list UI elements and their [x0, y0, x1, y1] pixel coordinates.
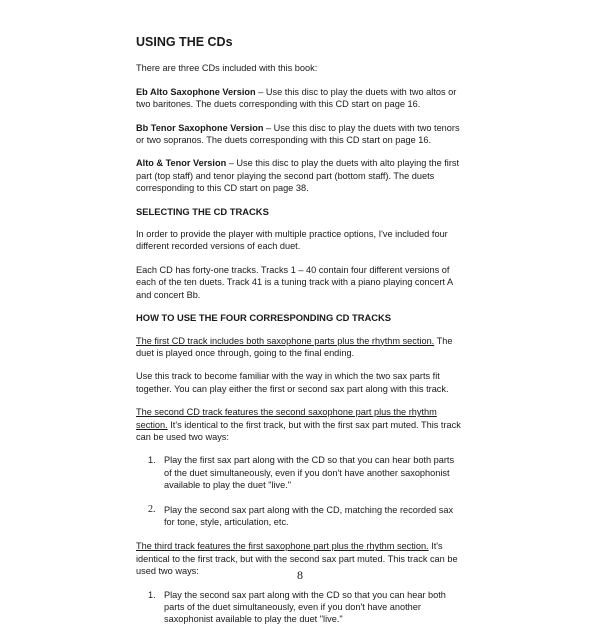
third-track-list: [136, 589, 464, 626]
first-track-lead: The first CD track includes both saxophone parts plus the rhythm section.: [136, 335, 435, 346]
first-track-text: The duet is played once through, going to the final ending.: [136, 335, 453, 358]
list-item-text: Play the second sax part along with the CD, matching the recorded sax for tone, style, articulation, etc.: [164, 504, 454, 527]
selecting-paragraph-1: In order to provide the player with multiple practice options, I've included four different recorded versions of each duet.: [136, 229, 448, 252]
list-number: 2.: [148, 503, 156, 515]
second-track-list: [136, 454, 464, 528]
list-item: [136, 454, 464, 491]
cd-desc-alto: – Use this disc to play the duets with two altos or two baritones. The duets corresponding with this CD start on page 16.: [136, 86, 457, 110]
cd-label-alto: Eb Alto Saxophone Version: [136, 86, 256, 97]
cd-entry-alto-tenor: [136, 157, 464, 194]
cd-desc-tenor: – Use this disc to play the duets with two tenors or two sopranos. The duets corresponding with this CD start on page 16.: [136, 122, 460, 146]
cd-label-alto-tenor: Alto & Tenor Version: [136, 158, 227, 169]
second-track-lead: The second CD track features the second saxophone part plus the rhythm section.: [136, 407, 437, 430]
intro-text: There are three CDs included with this book:: [136, 63, 318, 74]
first-track-paragraph: [136, 335, 464, 360]
section-heading-howto: HOW TO USE THE FOUR CORRESPONDING CD TRACKS: [136, 312, 392, 324]
list-item: [136, 589, 464, 626]
list-number: 1.: [148, 455, 156, 466]
third-track-text: It's identical to the first track, but with the second sax part muted. This track can be used two ways:: [136, 541, 458, 577]
third-track-lead: The third track features the first saxophone part plus the rhythm section.: [136, 541, 429, 552]
page-number: 8: [297, 568, 303, 582]
first-track-usage: Use this track to become familiar with the way in which the two sax parts fit together. You can play either the first or second sax part along with this track.: [136, 371, 449, 394]
page-title: USING THE CDs: [136, 35, 233, 49]
cd-entry-tenor: [136, 122, 464, 147]
list-item: [136, 504, 464, 529]
list-item-text: Play the second sax part along with the CD so that you can hear both parts of the duet simultaneously, even if you don't have another saxophonist available to play the duet "live.": [164, 589, 446, 625]
list-number: 1.: [148, 589, 156, 600]
section-heading-selecting: SELECTING THE CD TRACKS: [136, 205, 269, 217]
cd-entry-alto: [136, 86, 464, 111]
list-item-text: Play the first sax part along with the CD so that you can hear both parts of the duet simultaneously, even if you don't have another saxophonist available to play the duet "live.": [164, 455, 455, 491]
cd-desc-alto-tenor: – Use this disc to play the duets with alto playing the first part (top staff) and tenor playing the second part (bottom staff). The duets corresponding to this CD start on page 38.: [136, 158, 460, 194]
selecting-paragraph-2: Each CD has forty-one tracks. Tracks 1 – 40 contain four different versions of each of the ten duets. Track 41 is a tuning track with a piano playing concert A and concert Bb.: [136, 264, 453, 300]
cd-label-tenor: Bb Tenor Saxophone Version: [136, 122, 264, 133]
second-track-text: It's identical to the first track, but with the first sax part muted. This track can be used two ways:: [136, 419, 461, 442]
second-track-paragraph: [136, 406, 464, 443]
